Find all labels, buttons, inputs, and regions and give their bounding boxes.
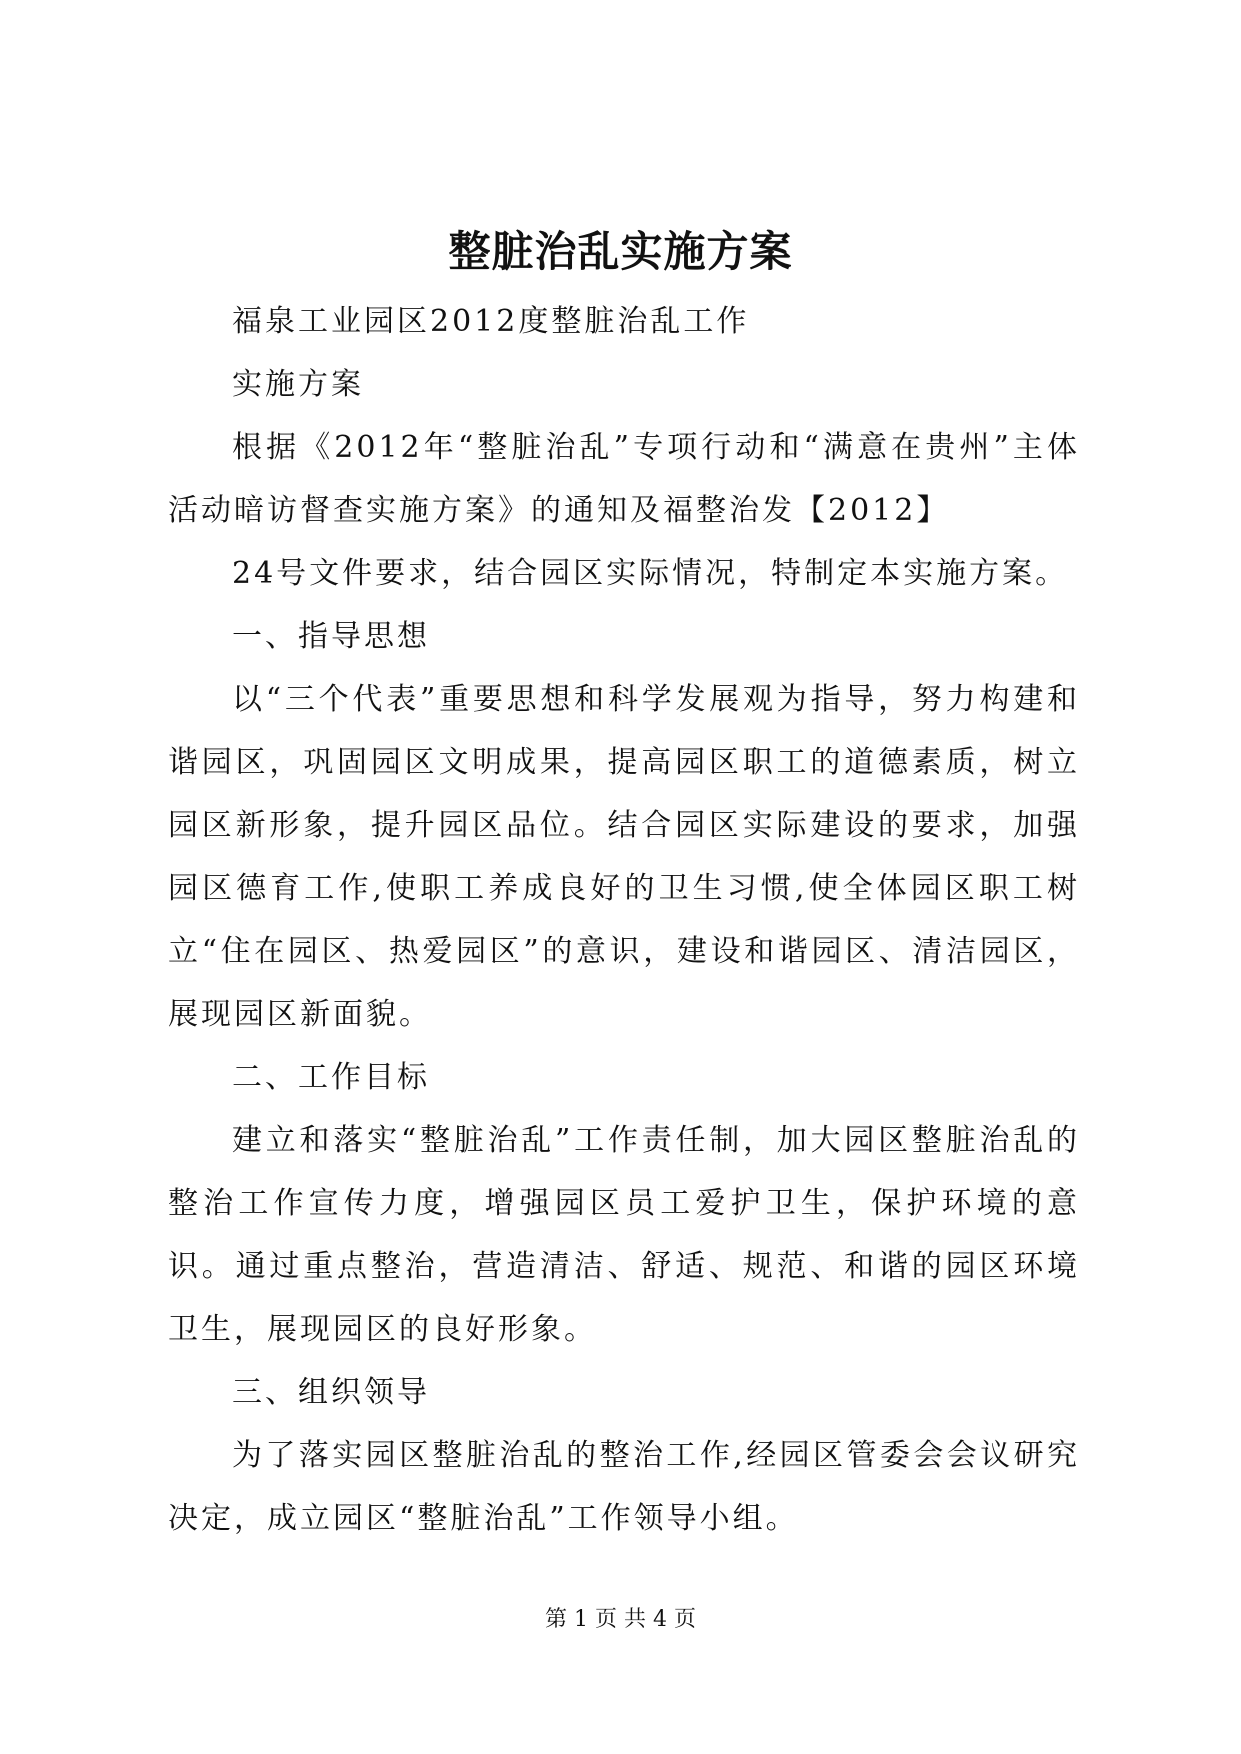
section-heading-leadership: 三、组织领导 (232, 1375, 430, 1410)
paragraph-subtitle-line1: 福泉工业园区2012度整脏治乱工作 (232, 304, 750, 339)
document-title: 整脏治乱实施方案 (448, 227, 793, 276)
paragraph-work-goals: 建立和落实“整脏治乱”工作责任制，加大园区整脏治乱的整治工作宣传力度，增强园区员工爱护卫生，保护环境的意识。通过重点整治，营造清洁、舒适、规范、和谐的园区环境卫生，展现园区的良好形象。 (168, 1123, 1080, 1347)
section-heading-work-goals: 二、工作目标 (232, 1060, 430, 1095)
paragraph-basis: 根据《2012年“整脏治乱”专项行动和“满意在贵州”主体活动暗访督查实施方案》的通知及福整治发【2012】 (168, 430, 1080, 528)
section-heading-guiding-ideology: 一、指导思想 (232, 619, 430, 654)
paragraph-basis-cont: 24号文件要求，结合园区实际情况，特制定本实施方案。 (232, 556, 1069, 591)
paragraph-guiding-ideology: 以“三个代表”重要思想和科学发展观为指导，努力构建和谐园区，巩固园区文明成果，提高园区职工的道德素质，树立园区新形象，提升园区品位。结合园区实际建设的要求，加强园区德育工作,使职工养成良好的卫生习惯,使全体园区职工树立“住在园区、热爱园区”的意识，建设和谐园区、清洁园区，展现园区新面貌。 (168, 682, 1080, 1032)
paragraph-subtitle-line2: 实施方案 (232, 367, 364, 402)
paragraph-leadership: 为了落实园区整脏治乱的整治工作,经园区管委会会议研究决定，成立园区“整脏治乱”工作领导小组。 (168, 1438, 1080, 1536)
page-number-footer: 第 1 页 共 4 页 (545, 1607, 696, 1632)
document-body (168, 290, 1080, 1550)
